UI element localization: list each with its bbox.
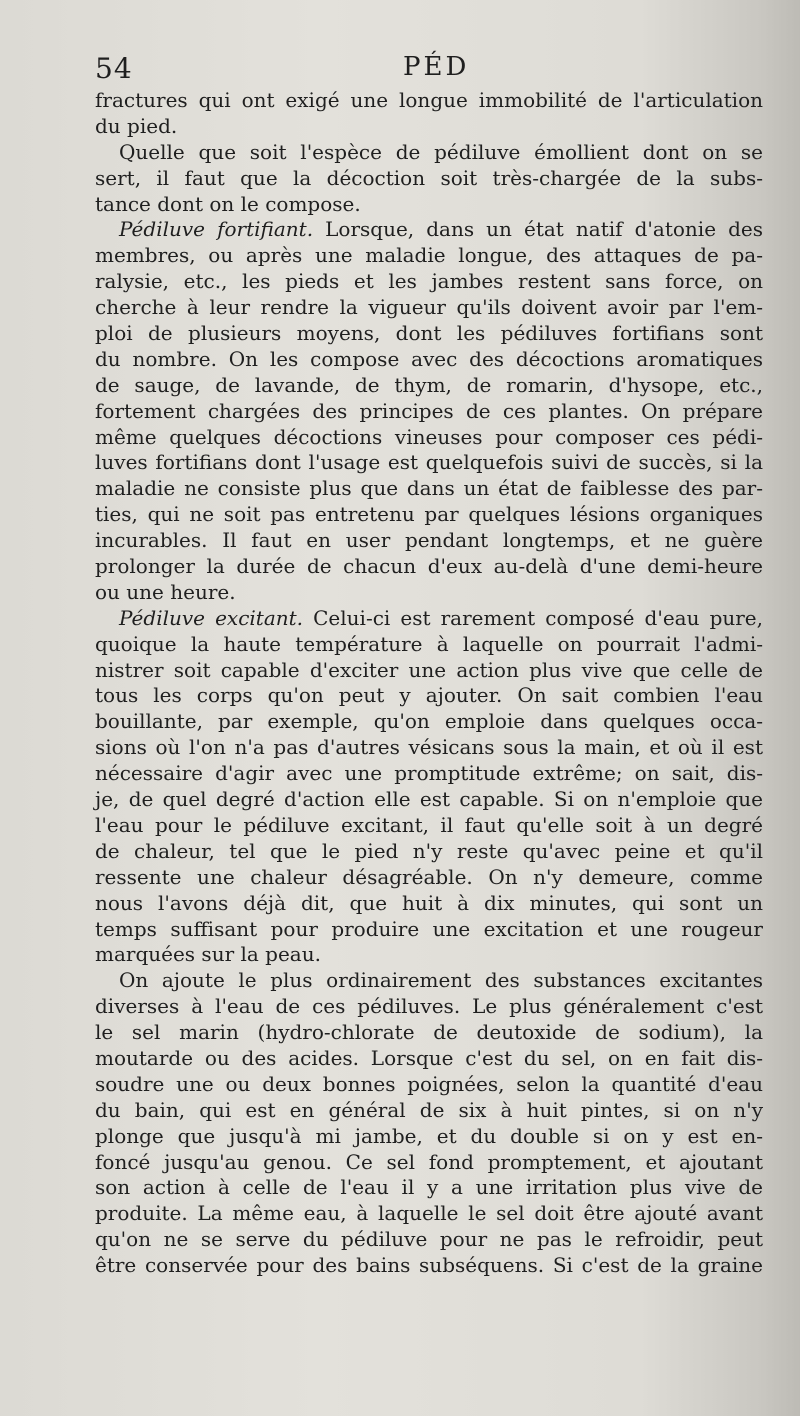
line-text: plonge que jusqu'à mi jambe, et du double si on y est en-	[95, 1123, 763, 1148]
text-line	[95, 709, 763, 735]
text-line	[95, 658, 763, 684]
line-text: Quelle que soit l'espèce de pédiluve émollient dont on se	[119, 139, 763, 164]
line-text: tous les corps qu'on peut y ajouter. On sait combien l'eau	[95, 683, 763, 708]
line-text: ou une heure.	[95, 579, 236, 604]
text-line	[95, 476, 763, 502]
text-line	[95, 1124, 763, 1150]
text-line	[95, 606, 763, 632]
text-line	[95, 140, 763, 166]
text-line	[95, 1150, 763, 1176]
line-text: bouillante, par exemple, qu'on emploie dans quelques occa-	[95, 709, 763, 734]
text-line	[95, 1072, 763, 1098]
line-text: Celui-ci est rarement composé d'eau pure,	[303, 605, 764, 630]
section-lead: Pédiluve excitant.	[119, 605, 304, 630]
text-line	[95, 347, 763, 373]
text-line	[95, 1227, 763, 1253]
line-text: ralysie, etc., les pieds et les jambes restent sans force, on	[95, 269, 763, 294]
text-line	[95, 243, 763, 269]
text-line	[95, 1020, 763, 1046]
line-text: cherche à leur rendre la vigueur qu'ils doivent avoir par l'em-	[95, 295, 763, 320]
line-text: prolonger la durée de chacun d'eux au-delà d'une demi-heure	[95, 554, 763, 579]
text-line	[95, 917, 763, 943]
line-text: de sauge, de lavande, de thym, de romarin, d'hysope, etc.,	[95, 372, 763, 397]
text-line	[95, 683, 763, 709]
line-text: tance dont on le compose.	[95, 191, 361, 216]
text-line	[95, 321, 763, 347]
line-text: nous l'avons déjà dit, que huit à dix minutes, qui sont un	[95, 890, 763, 915]
text-line	[95, 192, 763, 218]
line-text: temps suffisant pour produire une excitation et une rougeur	[95, 916, 763, 941]
text-line	[95, 761, 763, 787]
text-line	[95, 580, 763, 606]
line-text: ressente une chaleur désagréable. On n'y demeure, comme	[95, 864, 763, 889]
text-line	[95, 813, 763, 839]
text-line	[95, 839, 763, 865]
page-number: 54	[95, 52, 133, 85]
text-line	[95, 1046, 763, 1072]
section-lead: Pédiluve fortifiant.	[119, 217, 314, 242]
line-text: du pied.	[95, 113, 178, 138]
text-line	[95, 787, 763, 813]
line-text: diverses à l'eau de ces pédiluves. Le plus généralement c'est	[95, 994, 763, 1019]
line-text: ties, qui ne soit pas entretenu par quelques lésions organiques	[95, 502, 763, 527]
line-text: nistrer soit capable d'exciter une action plus vive que celle de	[95, 657, 763, 682]
line-text: produite. La même eau, à laquelle le sel doit être ajouté avant	[95, 1201, 763, 1226]
line-text: sions où l'on n'a pas d'autres vésicans sous la main, et où il est	[95, 735, 763, 760]
line-text: sert, il faut que la décoction soit très-chargée de la subs-	[95, 165, 763, 190]
line-text: son action à celle de l'eau il y a une irritation plus vive de	[95, 1175, 763, 1200]
line-text: qu'on ne se serve du pédiluve pour ne pas le refroidir, peut	[95, 1227, 763, 1252]
line-text: marquées sur la peau.	[95, 942, 321, 967]
page-header	[95, 52, 763, 92]
line-text: le sel marin (hydro-chlorate de deutoxide de sodium), la	[95, 1020, 763, 1045]
text-line	[95, 554, 763, 580]
text-line	[95, 295, 763, 321]
text-line	[95, 373, 763, 399]
line-text: ploi de plusieurs moyens, dont les pédiluves fortifians sont	[95, 321, 763, 346]
text-line	[95, 1201, 763, 1227]
line-text: quoique la haute température à laquelle on pourrait l'admi-	[95, 631, 763, 656]
line-text: moutarde ou des acides. Lorsque c'est du sel, on en fait dis-	[95, 1045, 763, 1070]
body-text	[95, 88, 763, 1279]
text-line	[95, 399, 763, 425]
text-line	[95, 968, 763, 994]
text-line	[95, 994, 763, 1020]
line-text: je, de quel degré d'action elle est capable. Si on n'emploie que	[95, 787, 763, 812]
text-line	[95, 166, 763, 192]
line-text: luves fortifians dont l'usage est quelquefois suivi de succès, si la	[95, 450, 763, 475]
text-line	[95, 1175, 763, 1201]
text-line	[95, 1253, 763, 1279]
line-text: soudre une ou deux bonnes poignées, selon la quantité d'eau	[95, 1071, 763, 1096]
text-line	[95, 450, 763, 476]
text-line	[95, 1098, 763, 1124]
text-line	[95, 425, 763, 451]
line-text: nécessaire d'agir avec une promptitude extrême; on sait, dis-	[95, 761, 763, 786]
line-text: maladie ne consiste plus que dans un état de faiblesse des par-	[95, 476, 763, 501]
line-text: On ajoute le plus ordinairement des substances excitantes	[119, 968, 763, 993]
line-text: fortement chargées des principes de ces plantes. On prépare	[95, 398, 763, 423]
text-line	[95, 114, 763, 140]
text-line	[95, 865, 763, 891]
text-line	[95, 891, 763, 917]
text-line	[95, 735, 763, 761]
line-text: même quelques décoctions vineuses pour composer ces pédi-	[95, 424, 763, 449]
line-text: fractures qui ont exigé une longue immobilité de l'articulation	[95, 88, 763, 112]
line-text: du nombre. On les compose avec des décoctions aromatiques	[95, 346, 763, 371]
running-head: PÉD	[403, 52, 470, 82]
line-text: être conservée pour des bains subséquens. Si c'est de la graine	[95, 1253, 763, 1278]
line-text: incurables. Il faut en user pendant longtemps, et ne guère	[95, 528, 763, 553]
line-text: foncé jusqu'au genou. Ce sel fond promptement, et ajoutant	[95, 1149, 763, 1174]
line-text: du bain, qui est en général de six à huit pintes, si on n'y	[95, 1097, 763, 1122]
line-text: l'eau pour le pédiluve excitant, il faut qu'elle soit à un degré	[95, 812, 763, 837]
text-line	[95, 502, 763, 528]
text-line	[95, 269, 763, 295]
text-line	[95, 88, 763, 114]
line-text: membres, ou après une maladie longue, des attaques de pa-	[95, 243, 763, 268]
text-line	[95, 632, 763, 658]
line-text: de chaleur, tel que le pied n'y reste qu'avec peine et qu'il	[95, 838, 763, 863]
text-line	[95, 217, 763, 243]
line-text: Lorsque, dans un état natif d'atonie des	[313, 217, 764, 242]
text-line	[95, 528, 763, 554]
text-line	[95, 942, 763, 968]
